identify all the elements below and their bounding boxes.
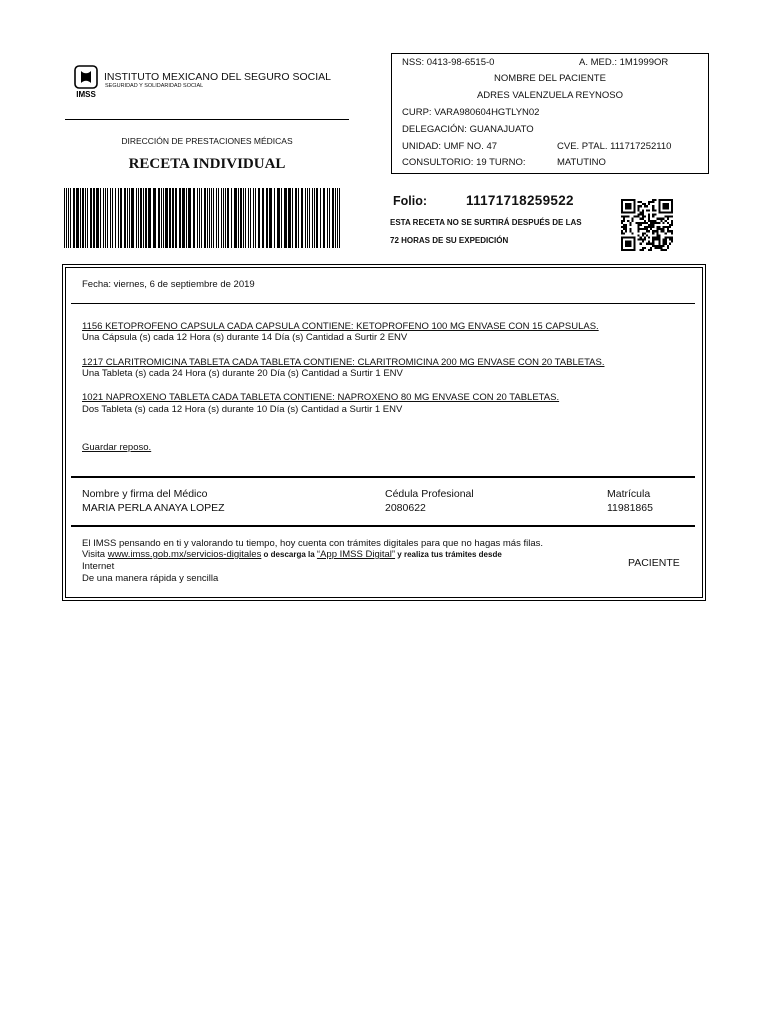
cedula-label: Cédula Profesional	[385, 488, 474, 500]
date-divider	[71, 303, 695, 304]
prescription-date: Fecha: viernes, 6 de septiembre de 2019	[82, 279, 255, 290]
folio-label: Folio:	[393, 194, 428, 208]
svg-text:IMSS: IMSS	[76, 90, 96, 99]
cedula-value: 2080622	[385, 502, 426, 514]
medication-instructions: Una Cápsula (s) cada 12 Hora (s) durante 14 Día (s) Cantidad a Surtir 2 ENV	[82, 332, 408, 343]
patient-consultorio: CONSULTORIO: 19 TURNO:	[402, 157, 526, 168]
patient-turno: MATUTINO	[557, 157, 606, 168]
matricula-value: 11981865	[607, 502, 653, 514]
patient-curp: CURP: VARA980604HGTLYN02	[402, 107, 540, 118]
procedures-text: y realiza tus trámites desde	[395, 550, 502, 559]
medication-title: 1217 CLARITROMICINA TABLETA CADA TABLETA CONTIENE: CLARITROMICINA 200 MG ENVASE CON 20 TABLETAS.	[82, 357, 605, 368]
matricula-label: Matrícula	[607, 488, 651, 500]
signature-bottom-divider	[71, 525, 695, 527]
institution-slogan: SEGURIDAD Y SOLIDARIDAD SOCIAL	[105, 83, 204, 89]
signature-top-divider	[71, 476, 695, 478]
app-imss-link[interactable]: “App IMSS Digital”	[316, 549, 396, 560]
document-title: RECETA INDIVIDUAL	[128, 156, 286, 172]
easy-way-text: De una manera rápida y sencilla	[82, 573, 219, 584]
visit-text: Visita	[82, 549, 108, 560]
patient-cve-ptal: CVE. PTAL. 111717252110	[557, 141, 672, 152]
expiry-note-line2: 72 HORAS DE SU EXPEDICIÓN	[390, 236, 509, 245]
imss-logo	[72, 65, 100, 99]
qr-code	[621, 199, 673, 251]
indications: Guardar reposo.	[82, 442, 152, 453]
expiry-note-line1: ESTA RECETA NO SE SURTIRÁ DESPUÉS DE LAS	[390, 218, 582, 227]
imss-services-link[interactable]: www.imss.gob.mx/servicios-digitales	[107, 549, 262, 560]
institution-name: INSTITUTO MEXICANO DEL SEGURO SOCIAL	[104, 71, 331, 83]
direction-label: DIRECCIÓN DE PRESTACIONES MÉDICAS	[121, 136, 293, 146]
doctor-name: MARIA PERLA ANAYA LOPEZ	[82, 502, 225, 514]
medication-instructions: Dos Tableta (s) cada 12 Hora (s) durante 10 Día (s) Cantidad a Surtir 1 ENV	[82, 404, 403, 415]
patient-amed: A. MED.: 1M1999OR	[579, 57, 669, 68]
patient-name-label: NOMBRE DEL PACIENTE	[494, 73, 606, 84]
medication-instructions: Una Tableta (s) cada 24 Hora (s) durante 20 Día (s) Cantidad a Surtir 1 ENV	[82, 368, 403, 379]
download-text: o descarga la	[261, 550, 317, 559]
digital-services-note: El IMSS pensando en ti y valorando tu tiempo, hoy cuenta con trámites digitales para que no hagas más filas.	[82, 538, 544, 549]
patient-unidad: UNIDAD: UMF NO. 47	[402, 141, 498, 152]
patient-delegacion: DELEGACIÓN: GUANAJUATO	[402, 124, 534, 135]
folio-number: 11171718259522	[466, 193, 574, 208]
barcode	[64, 188, 342, 248]
digital-services-links	[82, 549, 502, 560]
patient-name: ADRES VALENZUELA REYNOSO	[476, 90, 624, 101]
patient-info-box	[391, 53, 709, 174]
medication-title: 1021 NAPROXENO TABLETA CADA TABLETA CONTIENE: NAPROXENO 80 MG ENVASE CON 20 TABLETAS.	[82, 392, 560, 403]
patient-nss: NSS: 0413-98-6515-0	[402, 57, 495, 68]
copy-type-label: PACIENTE	[628, 557, 680, 569]
internet-text: Internet	[82, 561, 115, 572]
doctor-label: Nombre y firma del Médico	[82, 488, 208, 500]
header-divider	[65, 119, 349, 120]
medication-title: 1156 KETOPROFENO CAPSULA CADA CAPSULA CONTIENE: KETOPROFENO 100 MG ENVASE CON 15 CAPSULAS.	[82, 321, 599, 332]
